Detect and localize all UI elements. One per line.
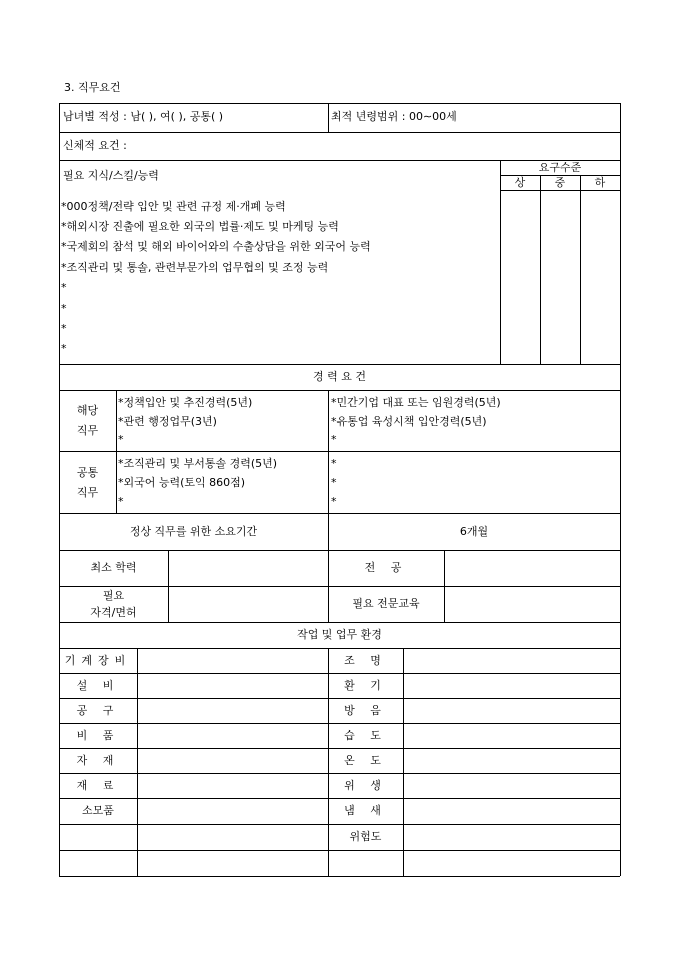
- duration-label: 정상 직무를 위한 소요기간: [129, 525, 258, 538]
- relevant-job-label-2: 직무: [76, 424, 99, 437]
- list-item: 위 생: [344, 779, 387, 792]
- list-item: 기계장비: [64, 654, 132, 667]
- major-label: 전 공: [364, 561, 408, 574]
- physical-requirements: 신체적 요건 :: [63, 139, 127, 152]
- training-label: 필요 전문교육: [352, 597, 420, 610]
- list-item: *정책입안 및 추진경력(5년): [118, 396, 253, 409]
- list-item: *000정책/전략 입안 및 관련 규정 제·개폐 능력: [61, 200, 286, 213]
- min-education-label: 최소 학력: [90, 561, 137, 574]
- list-item: 재 료: [76, 779, 120, 792]
- level-high: 상: [514, 176, 526, 189]
- list-item: *: [331, 457, 337, 470]
- list-item: *국제회의 참석 및 해외 바이어와의 수출상담을 위한 외국어 능력: [61, 240, 371, 253]
- list-item: *: [331, 476, 337, 489]
- level-low: 하: [594, 176, 606, 189]
- common-job-label-2: 직무: [76, 486, 99, 499]
- career-title: 경 력 요 건: [313, 370, 366, 383]
- section-title: 3. 직무요건: [64, 81, 121, 94]
- list-item: 소모품: [82, 804, 114, 817]
- relevant-job-label-1: 해당: [76, 404, 99, 417]
- list-item: 설 비: [76, 679, 120, 692]
- list-item: 조 명: [344, 654, 387, 667]
- list-item: *: [118, 495, 124, 508]
- list-item: *: [61, 322, 67, 335]
- list-item: *: [331, 433, 337, 446]
- license-label-2: 자격/면허: [90, 606, 137, 619]
- list-item: *: [61, 281, 67, 294]
- list-item: 냄 새: [344, 804, 387, 817]
- list-item: *해외시장 진출에 필요한 외국의 법률·제도 및 마케팅 능력: [61, 220, 339, 233]
- list-item: *외국어 능력(토익 860점): [118, 476, 246, 489]
- list-item: 환 기: [344, 679, 387, 692]
- list-item: *유통업 육성시책 입안경력(5년): [331, 415, 487, 428]
- level-mid: 중: [554, 176, 566, 189]
- license-label-1: 필요: [102, 589, 125, 602]
- list-item: *민간기업 대표 또는 임원경력(5년): [331, 396, 501, 409]
- list-item: 위험도: [349, 830, 382, 843]
- environment-title: 작업 및 업무 환경: [297, 628, 382, 641]
- duration-value: 6개월: [459, 525, 489, 538]
- list-item: 자 재: [76, 754, 120, 767]
- list-item: *: [331, 495, 337, 508]
- list-item: 비 품: [76, 729, 120, 742]
- list-item: 습 도: [344, 729, 387, 742]
- list-item: *관련 행정업무(3년): [118, 415, 217, 428]
- list-item: 방 음: [344, 704, 387, 717]
- knowledge-header: 필요 지식/스킬/능력: [63, 169, 159, 182]
- common-job-label-1: 공통: [76, 466, 99, 479]
- list-item: *조직관리 및 통솔, 관련부문가의 업무협의 및 조정 능력: [61, 261, 329, 274]
- list-item: 공 구: [76, 704, 120, 717]
- list-item: 온 도: [344, 754, 387, 767]
- optimal-age-range: 최적 년령범위 : 00∼00세: [331, 110, 457, 123]
- level-header: 요구수준: [538, 161, 582, 174]
- list-item: *: [118, 433, 124, 446]
- list-item: *: [61, 342, 67, 355]
- gender-suitability: 남녀별 적성 : 남( ), 여( ), 공통( ): [63, 110, 224, 123]
- list-item: *: [61, 302, 67, 315]
- list-item: *조직관리 및 부서통솔 경력(5년): [118, 457, 278, 470]
